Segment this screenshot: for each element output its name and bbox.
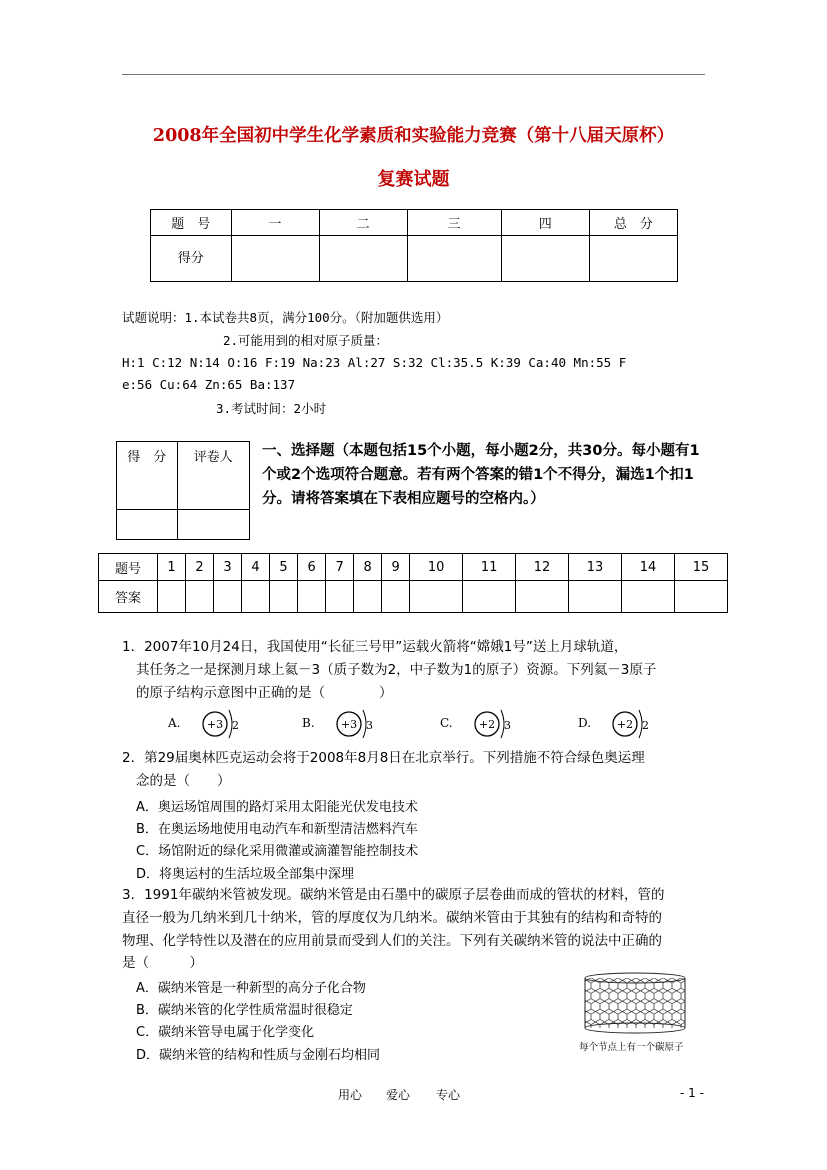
score-header-2: 二: [319, 210, 407, 236]
q2-option-d[interactable]: D．将奥运村的生活垃圾全部集中深埋: [136, 867, 355, 882]
score-cell: [501, 236, 589, 282]
electrons-b: 3: [366, 719, 373, 732]
electrons-d: 2: [642, 719, 649, 732]
score-cell: [319, 236, 407, 282]
option-b-label: B.: [302, 716, 315, 730]
atom-diagram-a: [200, 706, 239, 742]
answer-cell-10[interactable]: [410, 581, 463, 613]
footer-text-1: 用心: [338, 1088, 363, 1102]
answer-cell-3[interactable]: [214, 581, 242, 613]
carbon-nanotube-figure: [582, 970, 688, 1036]
q1-line-3: 的原子结构示意图中正确的是（ ）: [136, 685, 393, 701]
score-header-number: 题 号: [151, 210, 232, 236]
answer-number-1: 1: [158, 554, 186, 581]
grader-score-label: 得 分: [117, 442, 178, 510]
answer-number-6: 6: [298, 554, 326, 581]
answer-cell-5[interactable]: [270, 581, 298, 613]
answer-number-7: 7: [326, 554, 354, 581]
answer-cell-12[interactable]: [516, 581, 569, 613]
answer-number-13: 13: [569, 554, 622, 581]
answer-cell-9[interactable]: [382, 581, 410, 613]
score-cell: [589, 236, 677, 282]
answer-cell-11[interactable]: [463, 581, 516, 613]
score-header-1: 一: [231, 210, 319, 236]
q2-option-c[interactable]: C．场馆附近的绿化采用微灌或滴灌智能控制技术: [136, 844, 419, 859]
page-number: - 1 -: [680, 1086, 704, 1100]
option-d-label: D.: [578, 716, 592, 730]
score-header-4: 四: [501, 210, 589, 236]
header-rule: [122, 74, 705, 75]
nucleus-d: +2: [616, 718, 634, 731]
section-1-heading: 一、选择题（本题包括15个小题，每小题2分，共30分。每小题有1个或2个选项符合题意。若有两个答案的错1个不得分，漏选1个扣1分。请将答案填在下表相应题号的空格内。）: [262, 443, 700, 507]
answer-number-12: 12: [516, 554, 569, 581]
page-subtitle: 复赛试题: [377, 169, 450, 190]
nanotube-caption: 每个节点上有一个碳原子: [579, 1042, 684, 1053]
score-table: [150, 209, 678, 282]
page-title: 2008年全国初中学生化学素质和实验能力竞赛（第十八届天原杯）: [152, 126, 675, 146]
answer-number-3: 3: [214, 554, 242, 581]
q2-option-b[interactable]: B．在奥运场地使用电动汽车和新型清洁燃料汽车: [136, 822, 418, 837]
answer-number-15: 15: [674, 554, 727, 581]
grader-reviewer-cell: [177, 510, 249, 540]
notes-line-4: e:56 Cu:64 Zn:65 Ba:137: [122, 377, 296, 392]
answer-number-9: 9: [382, 554, 410, 581]
footer-text-2: 爱心: [386, 1088, 411, 1102]
grader-box: [116, 441, 250, 540]
answer-cell-1[interactable]: [158, 581, 186, 613]
notes-line-5: 3.考试时间：2小时: [216, 401, 327, 416]
answer-row-number-label: 题号: [99, 554, 158, 581]
q3-option-d[interactable]: D．碳纳米管的结构和性质与金刚石均相同: [136, 1048, 381, 1063]
score-header-total: 总 分: [589, 210, 677, 236]
footer-text-3: 专心: [436, 1088, 461, 1102]
answer-cell-14[interactable]: [622, 581, 675, 613]
q3-line-3: 物理、化学特性以及潜在的应用前景而受到人们的关注。下列有关碳纳米管的说法中正确的: [122, 933, 662, 949]
score-cell: [407, 236, 501, 282]
q1-line-2: 其任务之一是探测月球上氦－3（质子数为2，中子数为1的原子）资源。下列氦－3原子: [136, 662, 657, 678]
answer-number-11: 11: [463, 554, 516, 581]
q1-line-1: 1．2007年10月24日，我国使用“长征三号甲”运载火箭将“嫦娥1号”送上月球轨道，: [122, 639, 628, 655]
answer-cell-2[interactable]: [186, 581, 214, 613]
notes-line-3: H:1 C:12 N:14 O:16 F:19 Na:23 Al:27 S:32 Cl:35.5 K:39 Ca:40 Mn:55 F: [122, 355, 627, 370]
q2-line-2: 念的是（ ）: [136, 773, 231, 789]
nucleus-c: +2: [478, 718, 496, 731]
option-a-label: A.: [168, 716, 181, 730]
answer-number-2: 2: [186, 554, 214, 581]
answer-cell-4[interactable]: [242, 581, 270, 613]
answer-cell-8[interactable]: [354, 581, 382, 613]
notes-line-1: 试题说明：1.本试卷共8页，满分100分。（附加题供选用）: [122, 310, 449, 325]
option-c-label: C.: [440, 716, 453, 730]
answer-cell-7[interactable]: [326, 581, 354, 613]
notes-line-2: 2.可能用到的相对原子质量：: [223, 333, 389, 348]
score-header-3: 三: [407, 210, 501, 236]
q3-option-b[interactable]: B．碳纳米管的化学性质常温时很稳定: [136, 1003, 353, 1018]
q3-option-a[interactable]: A．碳纳米管是一种新型的高分子化合物: [136, 981, 366, 996]
q2-option-a[interactable]: A．奥运场馆周围的路灯采用太阳能光伏发电技术: [136, 800, 418, 815]
q3-line-1: 3．1991年碳纳米管被发现。碳纳米管是由石墨中的碳原子层卷曲而成的管状的材料，管的: [122, 887, 665, 903]
atom-diagram-b: [334, 706, 373, 742]
q3-option-c[interactable]: C．碳纳米管导电属于化学变化: [136, 1025, 315, 1040]
answer-number-4: 4: [242, 554, 270, 581]
nucleus-a: +3: [206, 718, 224, 731]
score-cell: [231, 236, 319, 282]
score-row-label: 得分: [151, 236, 232, 282]
q2-line-1: 2．第29届奥林匹克运动会将于2008年8月8日在北京举行。下列措施不符合绿色奥运理: [122, 750, 645, 766]
grader-reviewer-label: 评卷人: [177, 442, 249, 510]
answer-number-5: 5: [270, 554, 298, 581]
atom-diagram-d: [610, 706, 649, 742]
electrons-a: 2: [232, 719, 239, 732]
nucleus-b: +3: [340, 718, 358, 731]
answer-cell-13[interactable]: [569, 581, 622, 613]
q3-line-2: 直径一般为几纳米到几十纳米，管的厚度仅为几纳米。碳纳米管由于其独有的结构和奇特的: [122, 910, 662, 926]
atom-diagram-c: [472, 706, 511, 742]
answer-cell-6[interactable]: [298, 581, 326, 613]
q3-line-4: 是（ ）: [122, 955, 203, 971]
grader-score-cell: [117, 510, 178, 540]
answer-table: [98, 553, 728, 613]
answer-cell-15[interactable]: [674, 581, 727, 613]
electrons-c: 3: [504, 719, 511, 732]
answer-number-8: 8: [354, 554, 382, 581]
answer-number-14: 14: [622, 554, 675, 581]
answer-row-answer-label: 答案: [99, 581, 158, 613]
answer-number-10: 10: [410, 554, 463, 581]
